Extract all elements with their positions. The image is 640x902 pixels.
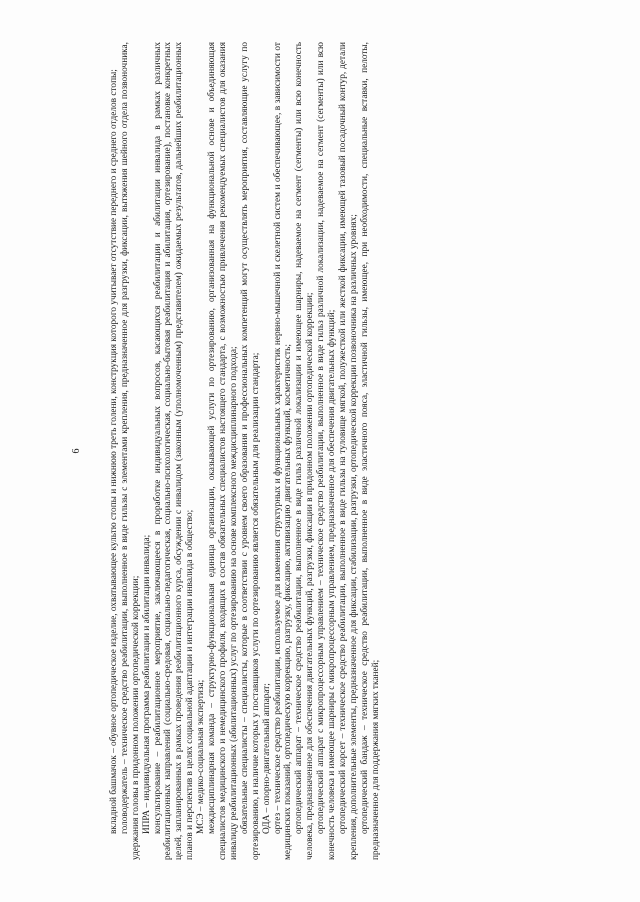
paragraph-obyazatelnye-specialisty: обязательные специалисты – специалисты, которые в соответствии с уровнем своего образования и профессиональных компетенций могут осуществлять мероприятия, составляющие услугу по ортезированию, и наличие которых у поставщиков услуги по ортезированию является обязательным для реализации стандарта;	[239, 42, 261, 860]
paragraph-mezhdisciplinarnaya-komanda: междисциплинарная команда – структурно-функциональная единица организации, оказывающей услуги по ортезированию, организованная на функциональной основе и объединяющая специалистов медицинского и немедицинского профиля, входящих в состав обязательных специалистов настоящего стандарта, с возможностью привлечения рекомендуемых специалистов для оказания инвалиду реабилитационных (абилитационных) услуг по ортезированию на основе комплексного междисциплинарного подхода;	[207, 42, 239, 860]
paragraph-mse: МСЭ – медико-социальная экспертиза;	[196, 679, 207, 834]
paragraph-ipra: ИПРА – индивидуальная программа реабилитации и абилитации инвалида;	[141, 534, 152, 834]
paragraph-konsultirovanie: консультирование – реабилитационное мероприятие, заключающееся в проработке индивидуальных вопросов, касающихся реабилитации и абилитации инвалида в рамках различных реабилитационных направлений (социально-средовая, социально-педагогическая, социально-психологическая, социально-бытовая реабилитация и абилитация, ортезирование), постановке конкретных целей, запланированных в рамках проведения реабилитационного курса, обсуждении с инвалидом (законным (уполномоченным) представителем) ожидаемых результатов, дальнейших реабилитационных планов и перспектив в целях социальной адаптации и интеграции инвалида в общество;	[152, 42, 196, 860]
paragraph-ortopedicheskiy-apparat: ортопедический аппарат – техническое средство реабилитации, выполненное в виде гильз различной локализации и имеющее шарниры, надеваемое на сегмент (сегменты) или всю конечность человека, предназначенное для обеспечения двигательных функций, разгрузки, фиксации в придонном положении ортопедической коррекции;	[294, 42, 316, 860]
paragraph-golovoderzhatel: головодержатель – техническое средство реабилитации, выполненное в виде гильзы с элементами крепления, предназначенное для разгрузки, фиксации, вытяжения шейного отдела позвоночника, удержания головы в придонном положении ортопедической коррекции;	[119, 42, 141, 860]
paragraph-vkladnoy-bashmachok: вкладной башмачок – обувное ортопедическое изделие, охватывающее культю стопы и нижнюю треть голени, конструкция которого учитывает отсутствие переднего и среднего отделов стопы;	[108, 69, 119, 834]
paragraph-ortopedicheskiy-korset: ортопедический корсет – техническое средство реабилитации, выполненное в виде гильзы на туловище мягкой, полужесткой или жесткой фиксации, имеющей тазовый посадочный контур, детали крепления, дополнительные элементы, предназначенное для фиксации, стабилизации, разгрузки, ортопедической коррекции позвоночника на различных уровнях;	[337, 42, 359, 860]
paragraph-ortopedicheskiy-bandazh: ортопедический бандаж – техническое средство реабилитации, выполненное в виде эластичного пояса, эластичной гильзы, имеющее, при необходимости, специальные вставки, пелоты, предназначенное для поддержания мягких тканей;	[359, 42, 381, 860]
rotated-text-block	[72, 42, 568, 860]
paragraph-oda: ОДА – опорно-двигательный аппарат;	[261, 683, 272, 834]
paragraph-apparat-mikroprocessor: ортопедический аппарат с микропроцессорным управлением – техническое средство реабилитации, выполненное в виде гильз различной локализации, надеваемое на сегмент (сегменты) или всю конечность человека и имеющее шарниры с микропроцессорным управлением, предназначенное для обеспечения двигательных функций;	[316, 42, 338, 860]
page-number: 6	[71, 448, 82, 454]
paragraph-ortez: ортез – техническое средство реабилитации, используемое для изменения структурных и функциональных характеристик нервно-мышечной и скелетной систем и обеспечивающее, в зависимости от медицинских показаний, ортопедическую коррекцию, разгрузку, фиксацию, активизацию двигательных функций, косметичность;	[272, 42, 294, 860]
